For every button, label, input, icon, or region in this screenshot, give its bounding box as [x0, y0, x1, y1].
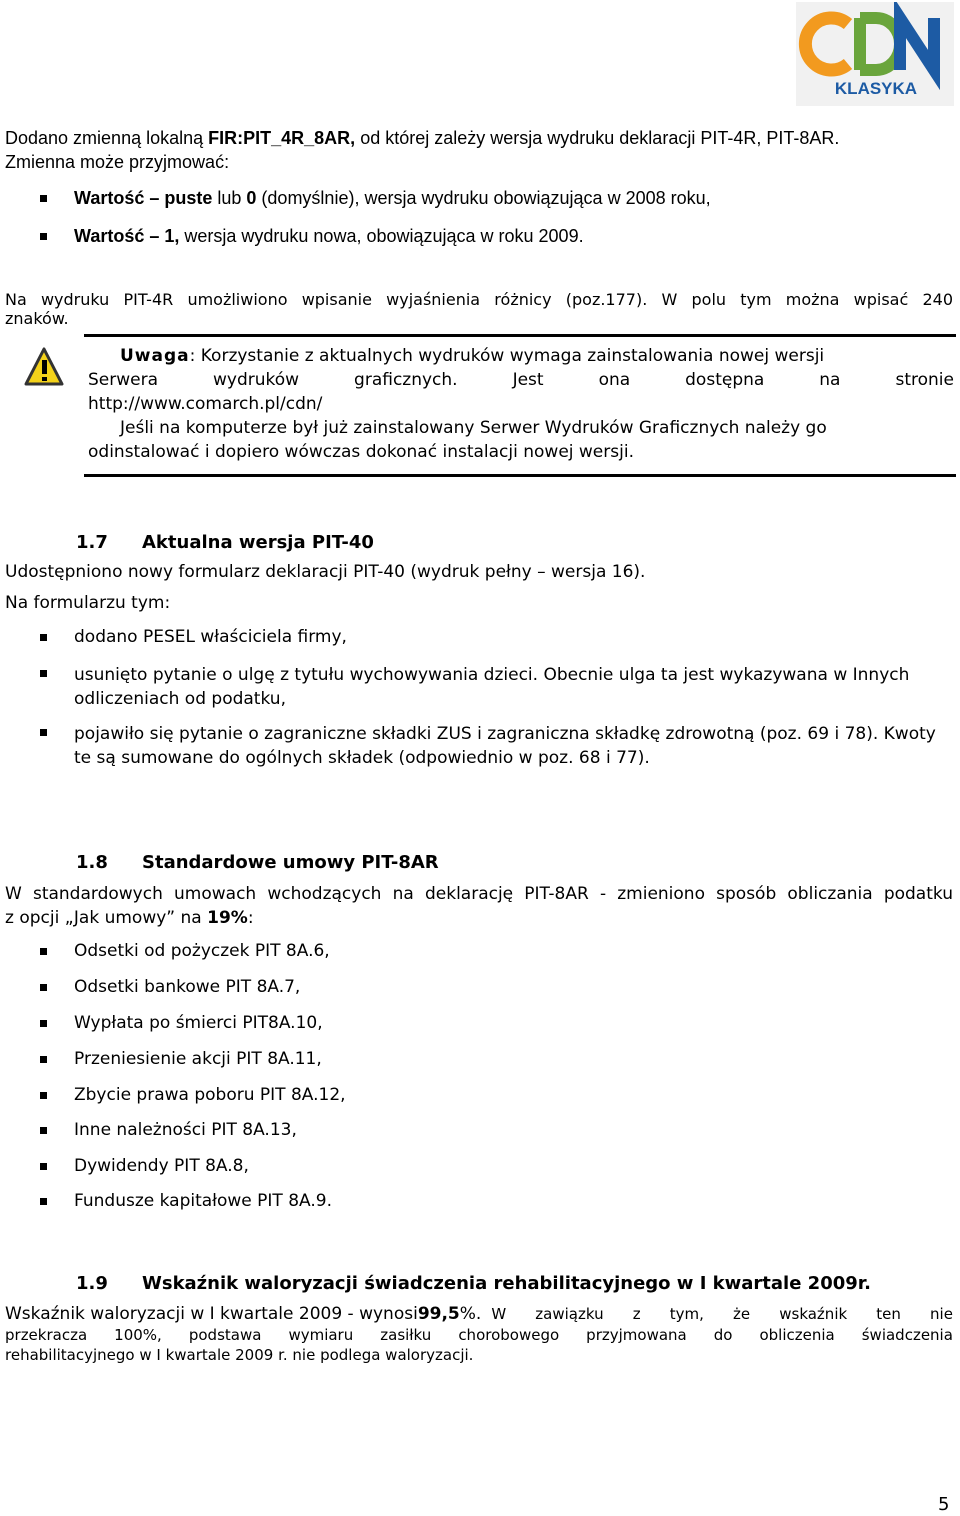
s17-paragraph: Na formularzu tym: — [5, 593, 171, 613]
word: wydruku — [40, 290, 110, 309]
list-item: Wypłata po śmierci PIT8A.10, — [74, 1013, 323, 1033]
word: z — [632, 1305, 641, 1323]
word: graficznych. — [354, 370, 458, 390]
list-item: Wartość – puste lub 0 (domyślnie), wersja wydruku obowiązująca w 2008 roku, — [74, 188, 711, 208]
word: wymiaru — [288, 1326, 354, 1344]
word: ona — [598, 370, 631, 390]
list-item: Inne należności PIT 8A.13, — [74, 1120, 297, 1140]
list-item: Dywidendy PIT 8A.8, — [74, 1156, 249, 1176]
word: W — [5, 884, 22, 904]
bullet-icon — [40, 670, 47, 677]
bullet-icon — [40, 1198, 47, 1205]
cdn-klasyka-logo — [796, 2, 954, 106]
word: nie — [930, 1305, 953, 1323]
word: PIT-8AR — [524, 884, 589, 904]
pit4r-paragraph: Na wydruku PIT-4R umożliwiono wpisanie wyjaśnienia różnicy (poz.177). W polu tym można wpisać 240 znaków. — [5, 290, 953, 328]
word: że — [733, 1305, 751, 1323]
word: wskaźnik — [779, 1305, 848, 1323]
logo-graphic — [796, 2, 954, 106]
word: W — [661, 290, 678, 309]
word: wchodzących — [267, 884, 382, 904]
word: PIT-4R — [123, 290, 174, 309]
word: do — [713, 1326, 733, 1344]
list-item: Zbycie prawa poboru PIT 8A.12, — [74, 1085, 346, 1105]
word: standardowych — [32, 884, 163, 904]
list-item: Przeniesienie akcji PIT 8A.11, — [74, 1049, 322, 1069]
note-label: Uwaga — [120, 346, 190, 366]
word: można — [785, 290, 840, 309]
list-item: usunięto pytanie o ulgę z tytułu wychowywania dzieci. Obecnie ulga ta jest wykazywana w Innych odliczeniach od podatku, — [74, 665, 910, 709]
bullet-icon — [40, 948, 47, 955]
comarch-link[interactable]: http://www.comarch.pl/cdn/ — [88, 394, 323, 414]
word: obliczenia — [759, 1326, 835, 1344]
word: 100%, — [114, 1326, 162, 1344]
word: wpisać — [853, 290, 909, 309]
word: zmieniono — [617, 884, 705, 904]
word: tym, — [669, 1305, 704, 1323]
word: 240 — [922, 290, 953, 309]
word: deklarację — [424, 884, 514, 904]
word: przyjmowana — [586, 1326, 687, 1344]
word: wyjaśnienia — [386, 290, 481, 309]
word: ten — [876, 1305, 901, 1323]
bullet-icon — [40, 1020, 47, 1027]
word: Na — [5, 290, 27, 309]
note-top-rule — [84, 334, 956, 337]
bullet-icon — [40, 1092, 47, 1099]
bullet-icon — [40, 729, 47, 736]
note-bottom-rule — [84, 474, 956, 477]
warning-icon — [24, 346, 64, 388]
section-heading: 1.9 Wskaźnik waloryzacji świadczenia rehabilitacyjnego w I kwartale 2009r. — [76, 1273, 871, 1294]
word: różnicy — [494, 290, 552, 309]
word: wpisanie — [301, 290, 372, 309]
word: dostępna — [685, 370, 765, 390]
word: polu — [691, 290, 727, 309]
bullet-icon — [40, 195, 47, 202]
list-item: dodano PESEL właściciela firmy, — [74, 627, 347, 647]
intro-text: od której zależy wersja wydruku deklaracji PIT-4R, PIT-8AR. — [355, 128, 840, 148]
section-heading: 1.8 Standardowe umowy PIT-8AR — [76, 852, 439, 873]
word: Jest — [512, 370, 544, 390]
word: podstawa — [188, 1326, 262, 1344]
s19-paragraph: Wskaźnik waloryzacji w I kwartale 2009 - wynosi 99,5 %. W zawiązku z tym, że wskaźnik ten nie przekracza 100%, podstawa wymiaru zasiłku chorobowego przyjmowana do obliczenia świadczenia rehabilitacyjnego w I kwartale 2009 r. nie podlega waloryzacji. — [5, 1304, 953, 1364]
word: sposób — [716, 884, 777, 904]
bullet-icon — [40, 984, 47, 991]
word: (poz.177). — [565, 290, 648, 309]
bullet-icon — [40, 634, 47, 641]
word: Serwera — [88, 370, 159, 390]
word: tym — [740, 290, 772, 309]
bullet-icon — [40, 1127, 47, 1134]
list-item: Odsetki bankowe PIT 8A.7, — [74, 977, 301, 997]
word: obliczania — [787, 884, 873, 904]
list-item: Fundusze kapitałowe PIT 8A.9. — [74, 1191, 332, 1211]
note-text: Uwaga: Korzystanie z aktualnych wydruków wymaga zainstalowania nowej wersji Serwera wydruków graficznych. Jest ona dostępna na stronie http://www.comarch.pl/cdn/ Jeśli na komputerze był już zainstalowany Serwer Wydruków Graficznych należy go odinstalować i dopiero wówczas dokonać instalacji nowej wersji. — [88, 346, 954, 462]
intro-paragraph — [5, 128, 957, 173]
word: umożliwiono — [187, 290, 288, 309]
word: na — [392, 884, 414, 904]
word: stronie — [895, 370, 954, 390]
word: umowach — [174, 884, 257, 904]
word: - — [599, 884, 607, 904]
list-item: Wartość – 1, wersja wydruku nowa, obowiązująca w roku 2009. — [74, 226, 584, 246]
word: podatku — [883, 884, 953, 904]
logo-subtext: KLASYKA — [834, 79, 918, 98]
bullet-icon — [40, 233, 47, 240]
word: zawiązku — [535, 1305, 604, 1323]
s17-paragraph: Udostępniono nowy formularz deklaracji PIT-40 (wydruk pełny – wersja 16). — [5, 562, 646, 582]
bullet-icon — [40, 1056, 47, 1063]
section-heading: 1.7 Aktualna wersja PIT-40 — [76, 532, 374, 553]
word: chorobowego — [458, 1326, 560, 1344]
bullet-icon — [40, 1163, 47, 1170]
word: przekracza — [5, 1326, 88, 1344]
word: zasiłku — [380, 1326, 432, 1344]
variable-name: FIR:PIT_4R_8AR, — [208, 128, 356, 148]
page-number: 5 — [938, 1494, 950, 1515]
intro-text: Dodano zmienną lokalną — [5, 128, 209, 148]
word: wydruków — [213, 370, 300, 390]
word: na — [819, 370, 841, 390]
list-item: pojawiło się pytanie o zagraniczne składki ZUS i zagraniczna składkę zdrowotną (poz. 69 i 78). Kwoty te są sumowane do ogólnych składek (odpowiednio w poz. 68 i 77). — [74, 724, 936, 768]
word: świadczenia — [861, 1326, 953, 1344]
list-item: Odsetki od pożyczek PIT 8A.6, — [74, 941, 330, 961]
word: W — [491, 1305, 507, 1323]
intro-line2: Zmienna może przyjmować: — [5, 152, 230, 172]
s18-paragraph: W standardowych umowach wchodzących na deklarację PIT-8AR - zmieniono sposób obliczania podatku z opcji „Jak umowy” na 19%: — [5, 884, 953, 928]
